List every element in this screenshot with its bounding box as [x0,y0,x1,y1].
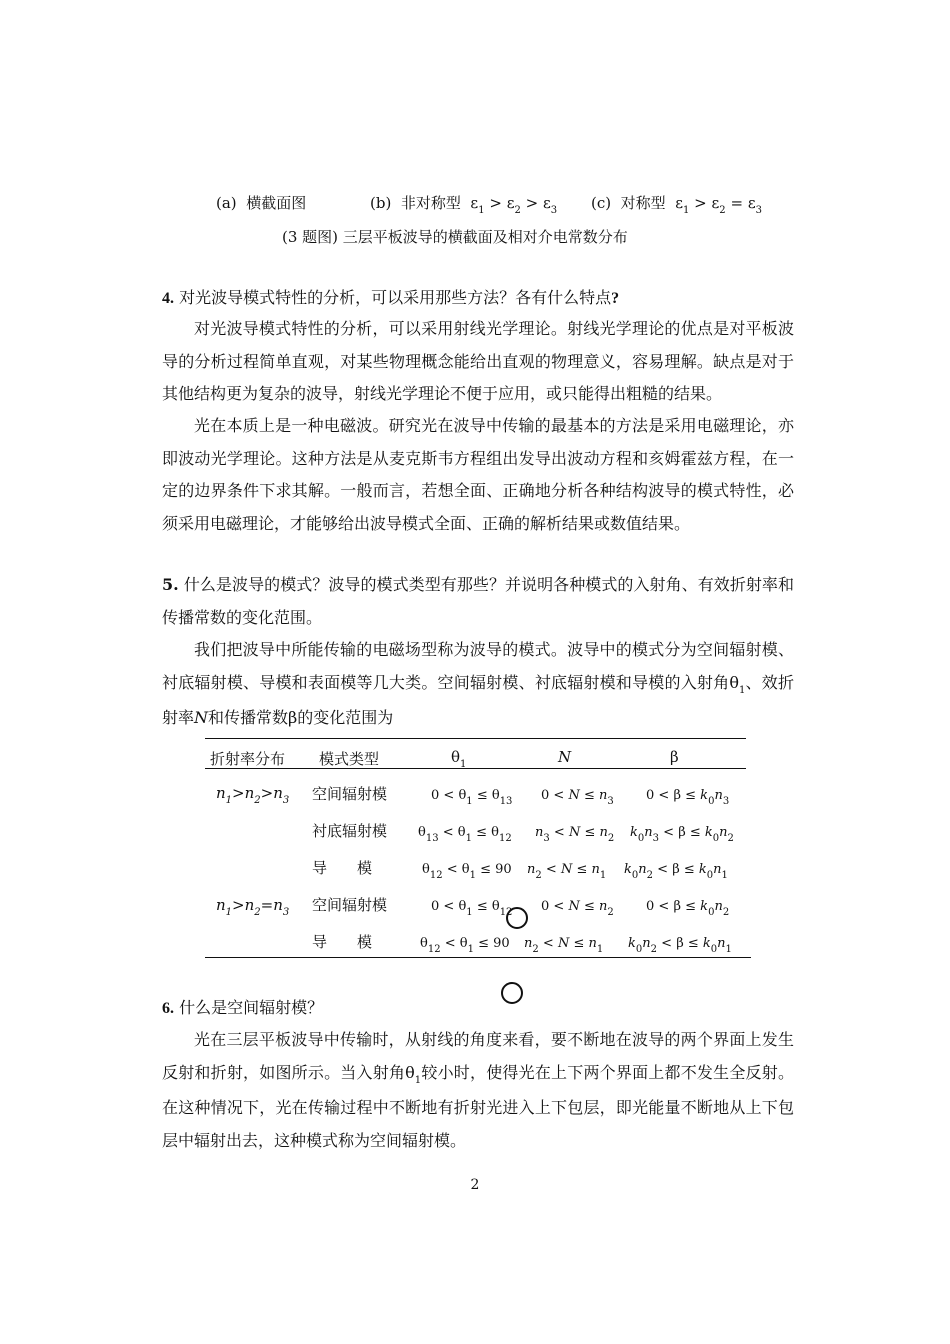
row1-beta [646,788,730,807]
formula-part: 1 [599,870,607,881]
theta-glyph: θ [729,672,739,692]
formula-part: n [714,788,723,803]
formula-part: 1 [225,795,233,806]
section4-question-mark: ? [611,290,620,307]
row2-beta [630,825,734,844]
section6-text-b: 较小时，使得光在上下两个界面上都不发生全反射。在这种情况下，光在传输过程中不断地有折射光进入上下包层，即光能量不断地从上下包层中辐射出去，这种模式称为空间辐射模。 [162,1062,794,1150]
section5-text-c: 和传播常数 [208,708,289,727]
formula-part: 2 [254,795,261,806]
formula-part: θ [418,825,426,840]
figure-title: (3 题图) 三层平板波导的横截面及相对介电常数分布 [282,228,628,246]
formula-part: 3 [550,205,558,216]
caption-b-label: (b) [370,194,392,212]
caption-a-label: (a) [216,194,237,212]
section5-text-b: 、效折射率 [162,672,794,727]
formula-part: k [624,862,632,877]
formula-part: < N ≤ n [545,862,600,877]
row2-mode: 衬底辐射模 [312,822,388,840]
formula-part: n [638,862,647,877]
page-number: 2 [470,1177,480,1193]
formula-part: n [524,936,533,951]
formula-part: n [644,825,653,840]
N-symbol: N [194,708,209,727]
formula-part: 0 < N ≤ n [541,899,608,914]
formula-part: 3 [607,796,614,807]
section5-text-a: 我们把波导中所能传输的电磁场型称为波导的模式。波导中的模式分为空间辐射模、衬底辐射模、导模和表面模等几大类。空间辐射模、衬底辐射模和导模的入射角 [162,640,794,692]
header-N: N [558,748,572,766]
formula-part: 1 [465,833,472,844]
formula-part: 1 [469,870,476,881]
formula-part: 13 [499,796,513,807]
formula-part: 0 < θ [431,899,467,914]
group1-label [216,784,290,806]
formula-part: n [714,899,723,914]
formula-part: 2 [727,833,734,844]
theta1-symbol [729,672,746,696]
formula-part: n [713,862,722,877]
row1-mode: 空间辐射模 [312,785,388,803]
section4-number: 4. [162,290,174,307]
beta-symbol: β [288,708,298,727]
formula-part: 1 [478,205,485,216]
formula-part: 0 [637,833,645,844]
row4-mode: 空间辐射模 [312,896,388,914]
section5-paragraph [162,634,794,735]
formula-part: ε [470,194,479,212]
formula-part: 12 [498,833,512,844]
row4-theta [431,899,513,918]
formula-part: 2 [719,205,726,216]
formula-part: =n [260,896,283,914]
section4-paragraph-1: 对光波导模式特性的分析，可以采用射线光学理论。射线光学理论的优点是对平板波导的分析过程简单直观，对某些物理概念能给出直观的物理意义，容易理解。缺点是对于其他结构更为复杂的波导，射线光学理论不便于应用，或只能得出粗糙的结果。 [162,319,794,403]
formula-part: n [719,825,728,840]
formula-part: 0 < β ≤ k [646,788,709,803]
section5-heading [162,569,794,634]
section4-question: 对光波导模式特性的分析，可以采用那些方法？各有什么特点 [174,288,612,307]
formula-part: < θ [442,825,466,840]
formula-part: 12 [499,907,513,918]
section6-question: 什么是空间辐射模？ [174,998,324,1017]
row5-mode: 导 模 [312,933,373,951]
row2-theta [418,825,512,844]
section6-theta-glyph: θ [405,1062,415,1082]
formula-part: 0 [708,796,715,807]
row5-theta [420,936,510,955]
row1-theta [431,788,513,807]
formula-part: 1 [725,944,732,955]
formula-part: < θ [446,862,470,877]
formula-part: θ [422,862,430,877]
formula-part: 0 [706,870,714,881]
formula-part: 2 [535,870,542,881]
figure-caption-a [216,192,306,213]
formula-part: n [535,825,544,840]
formula-part: 3 [282,795,290,806]
row1-N [541,788,614,807]
row3-beta [624,862,728,881]
caption-c-label: (c) [591,194,612,212]
section6-theta-subscript: 1 [414,1074,422,1086]
table-bottom-rule [205,957,751,958]
formula-part: 1 [466,796,473,807]
formula-part: < N ≤ n [542,936,597,951]
section5-question: 什么是波导的模式？波导的模式类型有那些？并说明各种模式的入射角、有效折射率和传播常数的变化范围。 [162,575,794,627]
theta-subscript: 1 [738,684,746,696]
header-distribution: 折射率分布 [210,750,286,768]
formula-part: n [717,936,726,951]
formula-part: < β ≤ k [661,936,711,951]
formula-part: 0 < β ≤ k [646,899,709,914]
group2-label [216,896,290,918]
formula-part: 1 [721,870,728,881]
row5-N [524,936,604,955]
formula-part: n [216,896,226,914]
formula-part: 2 [607,907,614,918]
section5-number: 5. [162,575,179,594]
header-mode-type: 模式类型 [319,750,380,768]
circle-marker-2 [501,982,523,1004]
header-theta [451,748,467,770]
section4-paragraph-2: 光在本质上是一种电磁波。研究光在波导中传输的最基本的方法是采用电磁理论，亦即波动光学理论。这种方法是从麦克斯韦方程组出发导出波动方程和亥姆霍兹方程，在一定的边界条件下求其解。一般而言，若想全面、正确地分析各种结构波导的模式特性，必须采用电磁理论，才能够给出波导模式全面、正确的解析结果或数值结果。 [162,416,794,533]
formula-part: n [527,862,536,877]
formula-part: 1 [683,205,690,216]
formula-part: 2 [607,833,615,844]
formula-part: >n [232,896,255,914]
formula-part: 0 [635,944,643,955]
caption-b-formula [470,194,558,216]
table-header-rule [205,768,746,769]
formula-part: > ε [525,194,551,212]
formula-part: 0 < N ≤ n [541,788,608,803]
header-theta-subscript: 1 [460,759,467,770]
formula-part: 0 [712,833,720,844]
formula-part: = ε [730,194,756,212]
formula-part: 12 [429,870,443,881]
formula-part: 3 [755,205,762,216]
row5-beta [628,936,732,955]
formula-part: 1 [225,907,233,918]
formula-part: 2 [254,907,261,918]
formula-part: > ε [694,194,720,212]
formula-part: k [630,825,638,840]
formula-part: 3 [652,833,660,844]
row2-N [535,825,615,844]
formula-part: 0 [710,944,718,955]
formula-part: k [628,936,636,951]
section6-text-a: 光在三层平板波导中传输时，从射线的角度来看，要不断地在波导的两个界面上发生反射和折射，如图所示。当入射角 [162,1030,794,1082]
section4-heading [162,285,619,308]
formula-part: 1 [466,907,473,918]
table-top-rule [205,738,746,739]
formula-part: < β ≤ k [657,862,707,877]
section5-text-d: 的变化范围为 [297,708,394,727]
formula-part: 3 [282,907,290,918]
formula-part: >n [232,784,255,802]
formula-part: ε [675,194,683,212]
formula-part: >n [260,784,283,802]
caption-b-text: 非对称型 [400,194,461,212]
caption-c-formula [675,194,762,216]
header-beta: β [670,748,679,766]
row4-beta [646,899,730,918]
formula-part: ≤ θ [476,788,500,803]
formula-part: 3 [722,796,730,807]
section6-theta1 [405,1062,422,1086]
formula-part: < β ≤ k [663,825,713,840]
section6-number: 6. [162,1000,174,1017]
formula-part: > ε [489,194,515,212]
section6-paragraph [162,1024,794,1157]
row4-N [541,899,614,918]
formula-part: n [216,784,226,802]
formula-part: 0 [631,870,639,881]
formula-part: 2 [532,944,539,955]
row3-mode: 导 模 [312,859,373,877]
circle-marker-1 [506,907,528,929]
formula-part: 2 [650,944,658,955]
formula-part: < θ [444,936,468,951]
formula-part: 13 [425,833,439,844]
formula-part: 2 [514,205,521,216]
formula-part: θ [420,936,428,951]
formula-part: < N ≤ n [553,825,608,840]
caption-a-text: 横截面图 [246,194,307,212]
formula-part: 1 [596,944,604,955]
formula-part: 3 [543,833,550,844]
formula-part: ≤ 90 [478,936,510,951]
figure-caption-c [591,192,762,216]
formula-part: 2 [646,870,654,881]
row3-N [527,862,607,881]
formula-part: ≤ θ [476,899,500,914]
figure-caption-b [370,192,558,216]
header-theta-glyph: θ [451,748,461,766]
section6-heading [162,995,323,1018]
caption-c-text: 对称型 [620,194,666,212]
formula-part: 0 < θ [431,788,467,803]
formula-part: 2 [722,907,730,918]
formula-part: ≤ 90 [480,862,512,877]
formula-part: 0 [708,907,715,918]
formula-part: ≤ θ [476,825,499,840]
row3-theta [422,862,512,881]
formula-part: 12 [427,944,441,955]
formula-part: n [642,936,651,951]
formula-part: 1 [467,944,474,955]
